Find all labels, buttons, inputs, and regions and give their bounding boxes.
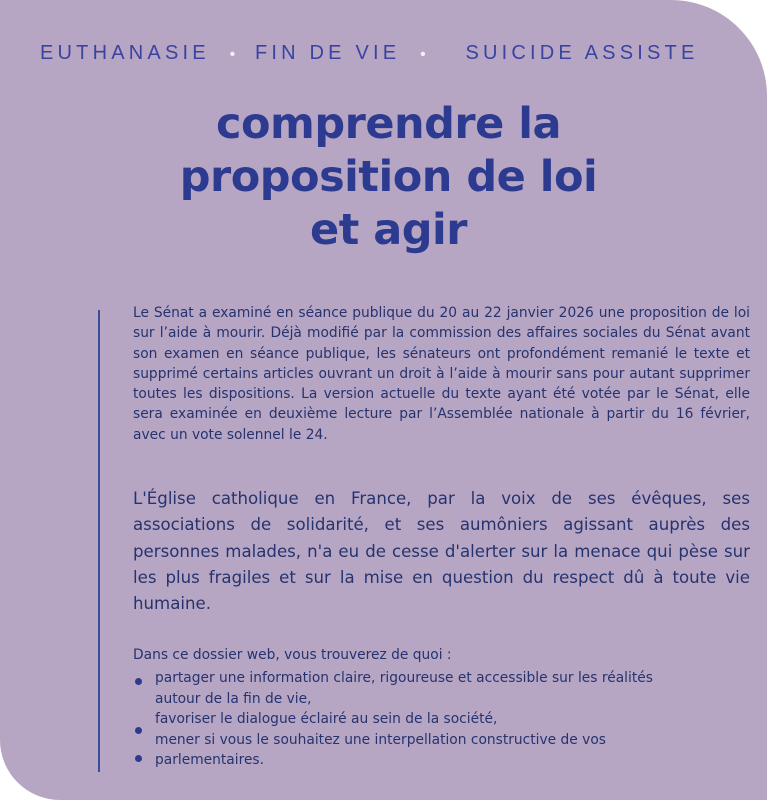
church-paragraph: L'Église catholique en France, par la voix de ses évêques, ses associations de solidarité, et ses aumôniers agissant auprès des personnes malades, n'a eu de cesse d'alerter sur la menace qui pèse sur les plus fragiles et sur la mise en question du respect dû à toute vie humaine. [133, 489, 750, 614]
bullet-list [155, 668, 745, 771]
tag-suicide-assiste: SUICIDE ASSISTE [465, 42, 699, 64]
bullet-icon [135, 678, 142, 685]
tag-fin-de-vie: FIN DE VIE [254, 42, 401, 64]
tag-separator: • [229, 46, 236, 63]
list-intro: Dans ce dossier web, vous trouverez de quoi : [133, 647, 452, 663]
title-line: proposition de loi [179, 152, 598, 202]
list-item: mener si vous le souhaitez une interpellation constructive de vos [155, 731, 606, 748]
tag-euthanasie: EUTHANASIE [40, 42, 210, 64]
list-item: parlementaires. [155, 752, 265, 768]
tag-separator: • [420, 46, 426, 63]
bullet-icon [135, 755, 142, 762]
page-title [0, 98, 767, 257]
list-item: favoriser le dialogue éclairé au sein de la société, [155, 711, 498, 727]
topic-tagline [40, 42, 760, 65]
senate-paragraph: Le Sénat a examiné en séance publique du 20 au 22 janvier 2026 une proposition de loi sur l’aide à mourir. Déjà modifié par la commission des affaires sociales du Sénat avant son examen en séance publique, les sénateurs ont profondément remanié le texte et supprimé certains articles ouvrant un droit à l’aide à mourir sans pour autant supprimer toutes les dispositions. La version actuelle du texte ayant été votée par le Sénat, elle sera examinée en deuxième lecture par l’Assemblée nationale à partir du 16 février, avec un vote solennel le 24. [133, 305, 750, 443]
title-line: et agir [310, 205, 467, 255]
bullet-icon [135, 727, 142, 734]
title-line: comprendre la [216, 99, 561, 149]
list-item: partager une information claire, rigoureuse et accessible sur les réalités [155, 670, 653, 686]
vertical-divider [98, 310, 100, 772]
list-item: autour de la fin de vie, [155, 690, 312, 707]
